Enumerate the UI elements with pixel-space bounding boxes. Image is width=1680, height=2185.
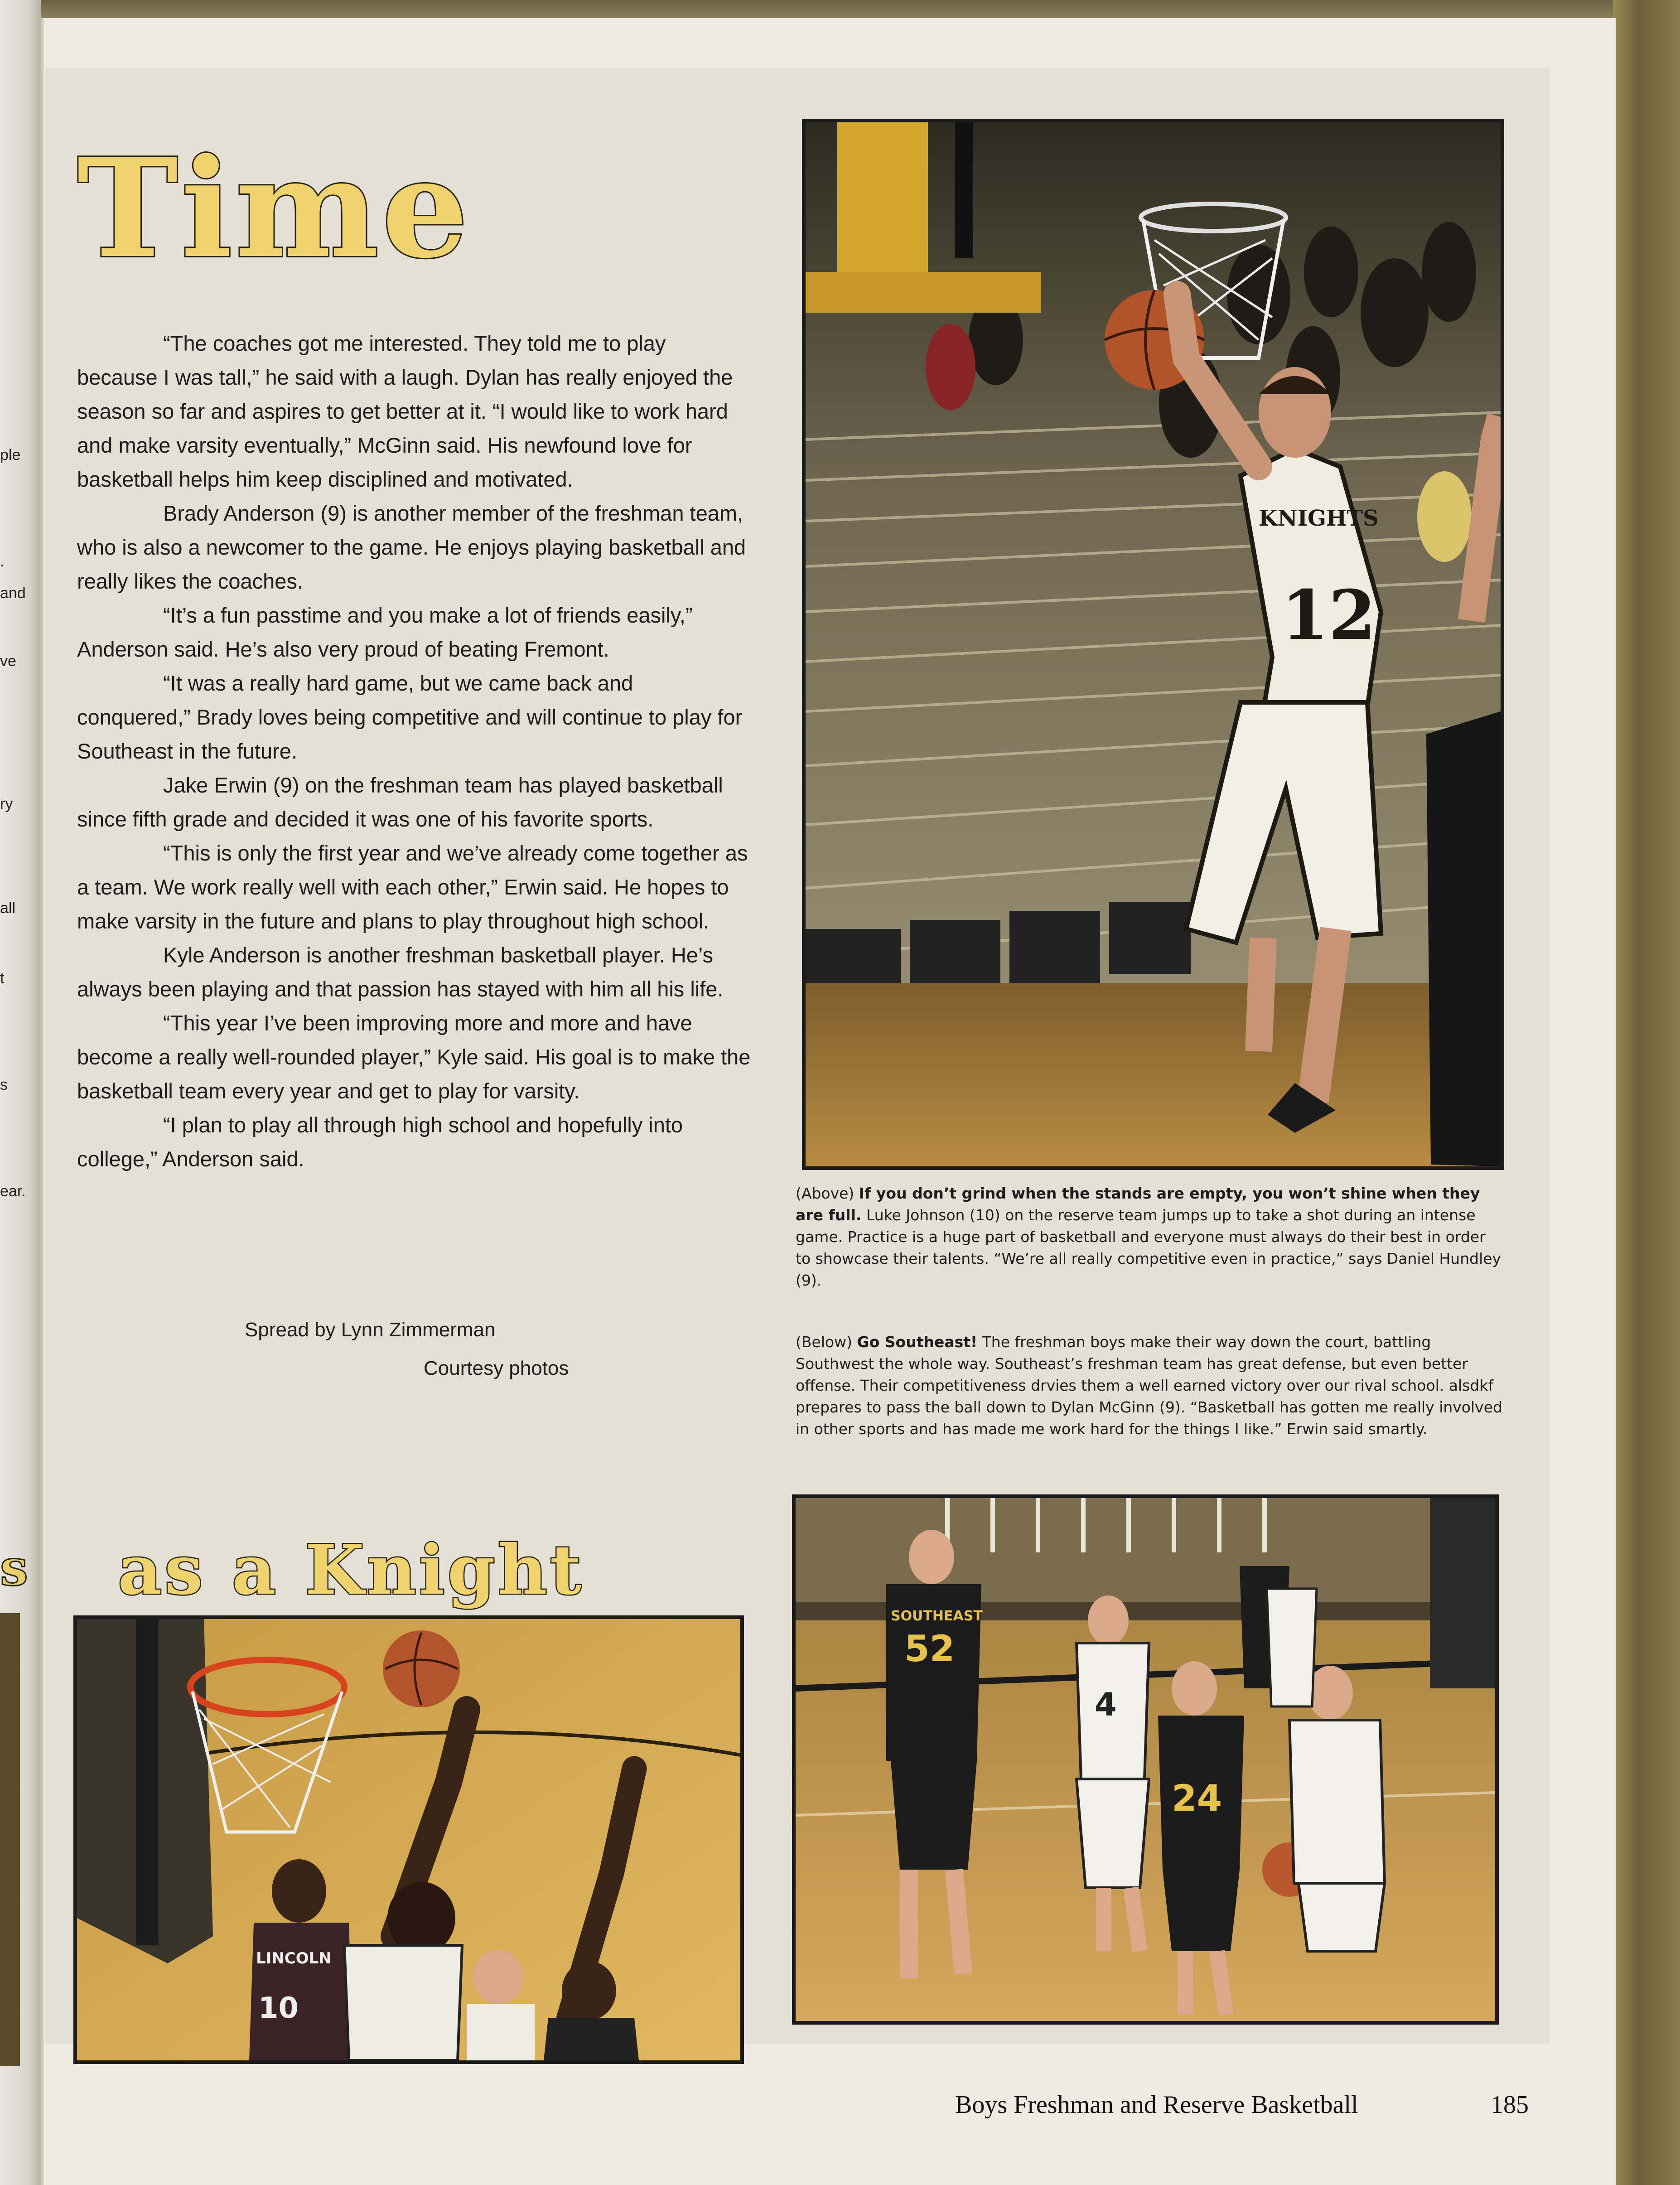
caption-below-text: The freshman boys make their way down the court, battling Southwest the whole way. Southeast’s freshman team has great defense, but even better offense. Their competitiveness drvies them a well earned victory over our rival school. alsdkf prepares to pass the ball down to Dylan McGinn (9). “Basketball has gotten me really involved in other sports and has made me work hard for the things I like.” Erwin said smartly. bbox=[796, 1333, 1502, 1438]
article-paragraph: Brady Anderson (9) is another member of the freshman team, who is also a newcomer to the game. He enjoys playing basketball and really likes the coaches. bbox=[77, 501, 746, 593]
caption-below-headline: Go Southeast! bbox=[857, 1333, 978, 1351]
photo-team-court bbox=[792, 1494, 1499, 2025]
headline-word-time: Time bbox=[77, 128, 471, 288]
layup-photo-illustration bbox=[806, 122, 1501, 1166]
left-page-fragment: ve bbox=[0, 653, 16, 670]
caption-above-tag: (Above) bbox=[796, 1184, 854, 1202]
team-court-illustration bbox=[796, 1498, 1495, 2021]
left-page-fragment: s bbox=[0, 1538, 28, 1597]
article-paragraph: Jake Erwin (9) on the freshman team has played basketball since fifth grade and decided it was one of his favorite sports. bbox=[77, 773, 723, 831]
left-page-fragment: all bbox=[0, 899, 16, 917]
left-page-fragment: and bbox=[0, 585, 26, 602]
book-cover-edge bbox=[1613, 0, 1680, 2185]
bottom-photo-jersey-52: 52 bbox=[904, 1628, 955, 1670]
caption-below bbox=[796, 1331, 1502, 1440]
photo-under-basket bbox=[73, 1615, 744, 2064]
caption-above-text: Luke Johnson (10) on the reserve team jumps up to take a shot during an intense game. Practice is a huge part of basketball and everyone must always do their best in order to showcase their talents. “We’re all really competitive even in practice,” says Daniel Hundley (9). bbox=[796, 1206, 1501, 1289]
bottom-photo-shirt-word: SOUTHEAST bbox=[891, 1608, 983, 1624]
under-basket-illustration bbox=[77, 1619, 740, 2060]
bottom-left-shirt-word: LINCOLN bbox=[256, 1949, 332, 1967]
left-page-fragment: ry bbox=[0, 795, 13, 812]
top-photo-jersey-number: 12 bbox=[1281, 575, 1376, 655]
page-number: 185 bbox=[1491, 2091, 1529, 2119]
top-photo-jersey-word: KNIGHTS bbox=[1259, 506, 1379, 531]
previous-page-edge bbox=[0, 0, 41, 2185]
headline-word-as-a-knight: as a Knight bbox=[118, 1530, 584, 1610]
photo-layup bbox=[802, 119, 1504, 1170]
caption-above bbox=[796, 1183, 1502, 1291]
photo-credit: Courtesy photos bbox=[424, 1357, 569, 1379]
caption-below-tag: (Below) bbox=[796, 1333, 853, 1351]
spread-credit: Spread by Lynn Zimmerman bbox=[245, 1319, 496, 1341]
left-page-fragment: t bbox=[0, 970, 5, 987]
article-paragraph: “It’s a fun passtime and you make a lot of friends easily,” Anderson said. He’s also very proud of beating Fremont. bbox=[77, 603, 693, 661]
article-paragraph: “The coaches got me interested. They told me to play because I was tall,” he said with a laugh. Dylan has really enjoyed the season so far and aspires to get better at it. “I would like to work hard and make varsity eventually,” McGinn said. His newfound love for basketball helps him keep disciplined and motivated. bbox=[77, 331, 733, 491]
bottom-photo-jersey-4: 4 bbox=[1095, 1686, 1117, 1723]
bottom-left-jersey-10: 10 bbox=[258, 1992, 299, 2025]
article-paragraph: “This is only the first year and we’ve already come together as a team. We work really well with each other,” Erwin said. He hopes to make varsity in the future and plans to play throughout high school. bbox=[77, 841, 748, 933]
article-paragraph: “This year I’ve been improving more and more and have become a really well-rounded player,” Kyle said. His goal is to make the basketball team every year and get to play for varsity. bbox=[77, 1011, 751, 1103]
left-page-fragment: ple bbox=[0, 446, 21, 464]
bottom-photo-jersey-24: 24 bbox=[1172, 1777, 1222, 1819]
left-page-fragment: s bbox=[0, 1076, 8, 1093]
section-footer: Boys Freshman and Reserve Basketball bbox=[955, 2091, 1358, 2119]
left-page-fragment: . bbox=[0, 553, 5, 570]
article-paragraph: Kyle Anderson is another freshman basketball player. He’s always been playing and that passion has stayed with him all his life. bbox=[77, 943, 724, 1001]
caption-above-headline: If you don’t grind when the stands are empty, you won’t shine when they are full. bbox=[796, 1184, 1480, 1224]
article-paragraph: “I plan to play all through high school and hopefully into college,” Anderson said. bbox=[77, 1113, 683, 1171]
article-paragraph: “It was a really hard game, but we came back and conquered,” Brady loves being competitive and will continue to play for Southeast in the future. bbox=[77, 671, 743, 763]
left-page-photo-strip bbox=[0, 1613, 20, 2066]
left-page-fragment: ear. bbox=[0, 1183, 26, 1200]
article-body bbox=[77, 326, 752, 1176]
